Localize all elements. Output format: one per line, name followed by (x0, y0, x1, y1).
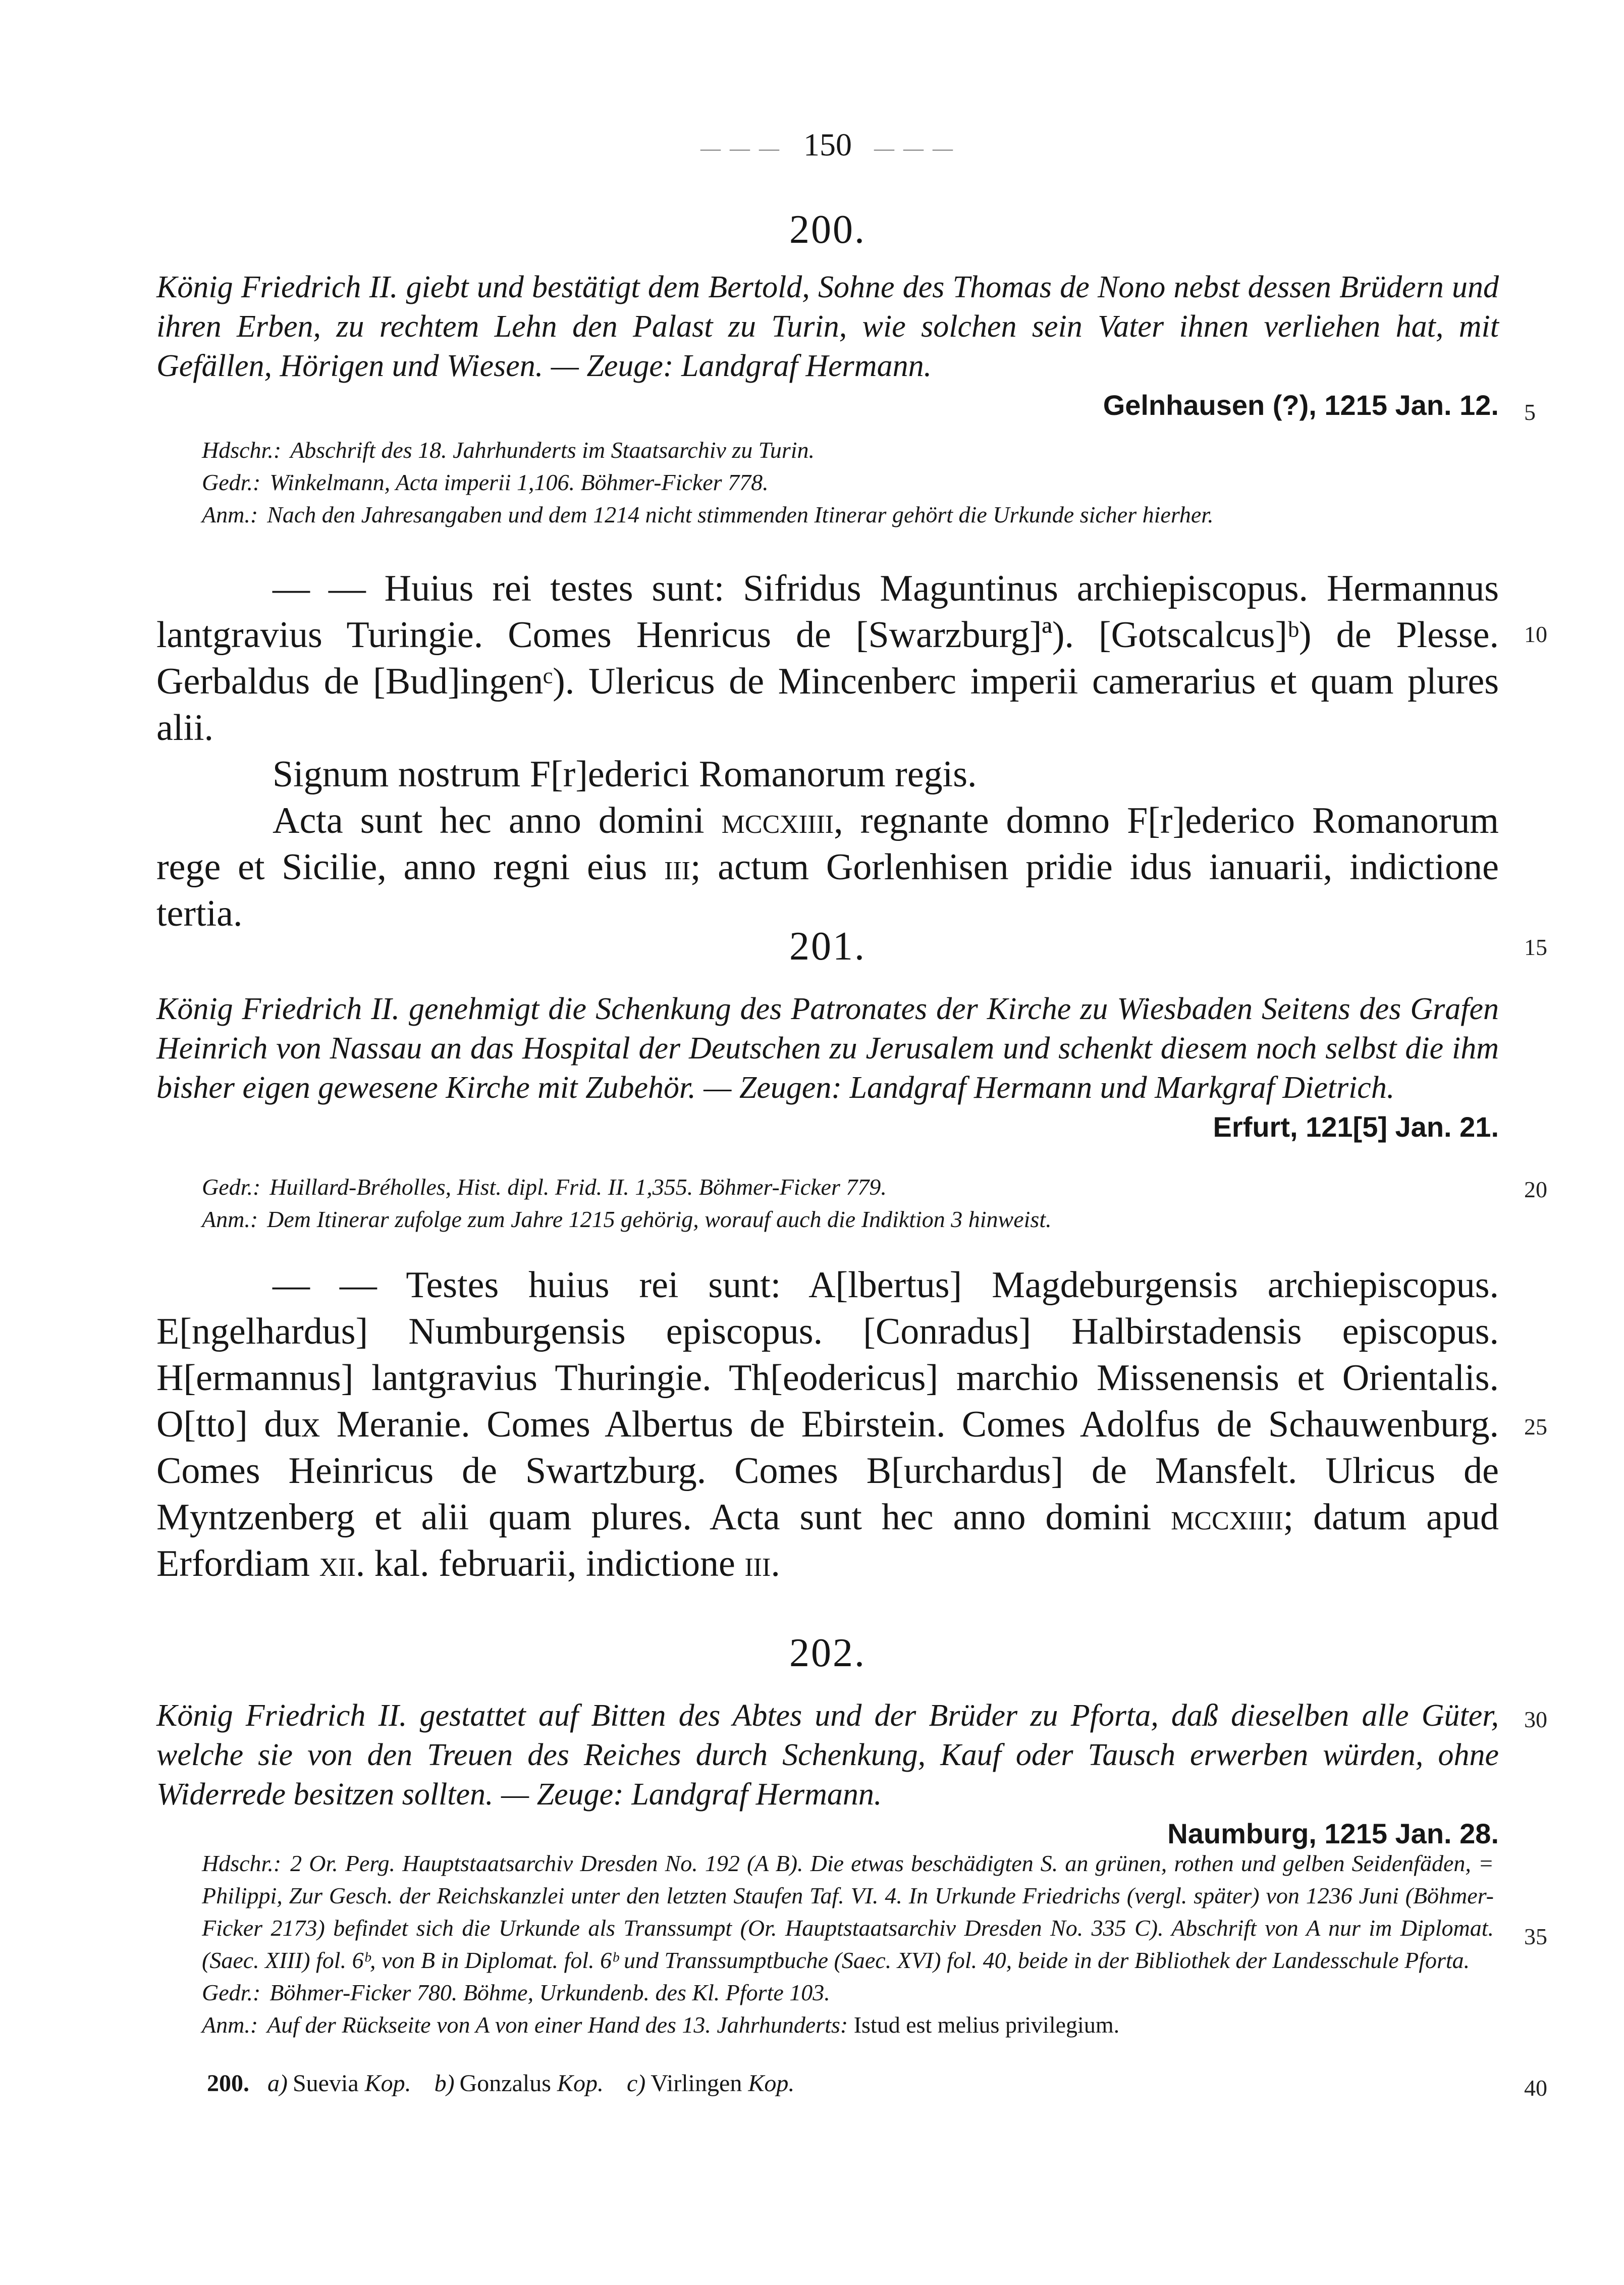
note-remark: Anm.: Nach den Jahresangaben und dem 1214 nicht stimmenden Itinerar gehört die Urkunde sicher hierher. (202, 502, 1214, 527)
footnote-ref: 200. (207, 2070, 249, 2097)
regest-text: König Friedrich II. giebt und bestätigt dem Bertold, Sohne des Thomas de Nono nebst dessen Brüdern und ihren Erben, zu rechtem Lehn den Palast zu Turin, wie solchen sein Vater ihnen verliehen hat, mit Gefällen, Hörigen und Wiesen. — Zeuge: Landgraf Hermann. (156, 270, 1499, 383)
line-number-10: 10 (1524, 621, 1547, 647)
note-printed: Gedr.: Winkelmann, Acta imperii 1,106. Böhmer-Ficker 778. (202, 469, 769, 495)
document-number-202: 202. (789, 1631, 866, 1675)
footnote-mark-c: c) (626, 2070, 646, 2097)
line-number-20: 20 (1524, 1177, 1547, 1202)
regest-text: König Friedrich II. gestattet auf Bitten des Abtes und der Brüder zu Pforta, daß dieselben alle Güter, welche sie von den Treuen des Reiches durch Schenkung, Kauf oder Tausch erwerben würden, ohne Widerrede besitzen sollten. — Zeuge: Landgraf Hermann. (156, 1698, 1499, 1812)
line-number-40: 40 (1524, 2075, 1547, 2101)
dating-clause: Acta sunt hec anno domini mccxiiii, regnante domno F[r]ederico Romanorum rege et Sicilie, anno regni eius iii; actum Gorlenhisen pridie idus ianuarii, indictione tertia. (156, 800, 1499, 934)
footnote-mark-a: a) (267, 2070, 288, 2097)
regest-200 (156, 268, 1499, 425)
footnote-source-a: Kop. (364, 2070, 411, 2097)
line-number-15: 15 (1524, 934, 1547, 960)
endorsement-quote: Istud est melius privilegium. (853, 2012, 1120, 2038)
note-manuscript: Hdschr.: 2 Or. Perg. Hauptstaatsarchiv Dresden No. 192 (A B). Die etwas beschädigten S. an grünen, rothen und gelben Seidenfäden, = Philippi, Zur Gesch. der Reichskanzlei unter den letzten Staufen Taf. VI. 4. In Urkunde Friedrichs (vergl. später) von 1236 Juni (Böhmer-Ficker 2173) befindet sich die Urkunde als Transsumpt (Or. Hauptstaatsarchiv Dresden No. 335 C). Abschrift von A nur im Diplomat. (Saec. XIII) fol. 6ᵇ, von B in Diplomat. fol. 6ᵇ und Transsumptbuche (Saec. XVI) fol. 40, beide in der Bibliothek der Landesschule Pforta. (202, 1850, 1494, 1973)
apparatus-201 (202, 1171, 1494, 1236)
note-printed: Gedr.: Böhmer-Ficker 780. Böhme, Urkundenb. des Kl. Pforte 103. (202, 1980, 830, 2005)
apparatus-202 (202, 1847, 1494, 2041)
place-date: Gelnhausen (?), 1215 Jan. 12. (1103, 389, 1499, 421)
page-number: 150 (803, 127, 852, 163)
regest-201 (156, 989, 1499, 1147)
document-page (151, 0, 1547, 2285)
regest-202 (156, 1696, 1499, 1853)
charter-text-200 (156, 565, 1499, 937)
place-date: Erfurt, 121[5] Jan. 21. (1213, 1111, 1499, 1143)
footnote-source-b: Kop. (557, 2070, 604, 2097)
signum: Signum nostrum F[r]ederici Romanorum regis. (273, 754, 977, 795)
line-number-30: 30 (1524, 1707, 1547, 1732)
document-number-201: 201. (789, 924, 866, 969)
note-remark: Anm.: Auf der Rückseite von A von einer Hand des 13. Jahrhunderts: Istud est melius privilegium. (202, 2012, 1120, 2038)
note-printed: Gedr.: Huillard-Bréholles, Hist. dipl. Frid. II. 1,355. Böhmer-Ficker 779. (202, 1174, 887, 1200)
footnote-source-c: Kop. (748, 2070, 795, 2097)
place-date: Naumburg, 1215 Jan. 28. (1167, 1818, 1499, 1849)
apparatus-200 (202, 434, 1494, 531)
page-header (151, 126, 1504, 164)
footnote-mark-b: b) (434, 2070, 455, 2097)
line-number-25: 25 (1524, 1414, 1547, 1440)
note-remark: Anm.: Dem Itinerar zufolge zum Jahre 1215 gehörig, worauf auch die Indiktion 3 hinweist. (202, 1206, 1052, 1232)
footnotes (207, 2069, 811, 2097)
header-rule-right: — — — (860, 136, 955, 160)
footnote-text-b: Gonzalus (459, 2070, 551, 2097)
line-number-35: 35 (1524, 1924, 1547, 1949)
witness-list: — — Testes huius rei sunt: A[lbertus] Magdeburgensis archiepiscopus. E[ngelhardus] Numburgensis episcopus. [Conradus] Halbirstadensis episcopus. H[ermannus] lantgravius Thuringie. Th[eodericus] marchio Missenensis et Orientalis. O[tto] dux Meranie. Comes Albertus de Ebirstein. Comes Adolfus de Schauwenburg. Comes Heinricus de Swartzburg. Comes B[urchardus] de Mansfelt. Ulricus de Myntzenberg et alii quam plures. Acta sunt hec anno domini mccxiiii; datum apud Erfordiam xii. kal. februarii, indictione iii. (156, 1264, 1499, 1584)
line-number-5: 5 (1524, 399, 1536, 425)
footnote-text-c: Virlingen (651, 2070, 742, 2097)
note-manuscript: Hdschr.: Abschrift des 18. Jahrhunderts im Staatsarchiv zu Turin. (202, 437, 815, 463)
header-rule-left: — — — (700, 136, 795, 160)
regest-text: König Friedrich II. genehmigt die Schenkung des Patronates der Kirche zu Wiesbaden Seitens des Grafen Heinrich von Nassau an das Hospital der Deutschen zu Jerusalem und schenkt diesem noch selbst die ihm bisher eigen gewesene Kirche mit Zubehör. — Zeugen: Landgraf Hermann und Markgraf Dietrich. (156, 992, 1499, 1105)
document-number-200: 200. (789, 207, 866, 252)
footnote-text-a: Suevia (292, 2070, 359, 2097)
witness-list: — — Huius rei testes sunt: Sifridus Maguntinus archiepiscopus. Hermannus lantgravius Turingie. Comes Henricus de [Swarzburg]ª). [Gotscalcus]ᵇ) de Plesse. Gerbaldus de [Bud]ingenᶜ). Ulericus de Mincenberc imperii camerarius et quam plures alii. (156, 568, 1499, 749)
charter-text-201 (156, 1262, 1499, 1587)
